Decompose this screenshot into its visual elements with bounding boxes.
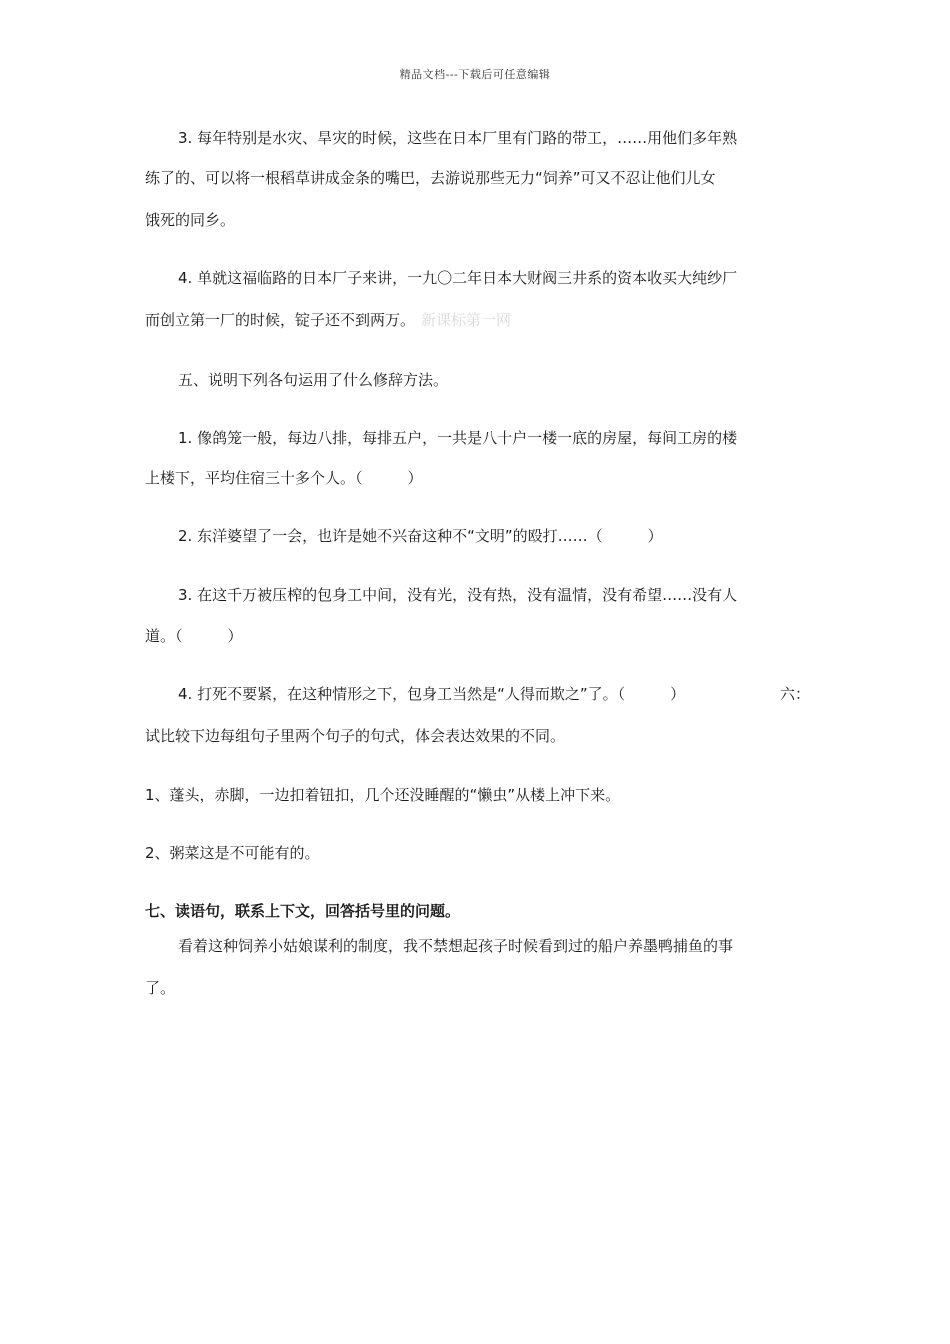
s4-item3-line2: 练了的、可以将一根稻草讲成金条的嘴巴，去游说那些无力“饲养”可又不忍让他们儿女 xyxy=(145,169,716,187)
s6-title-rest: 试比较下边每组句子里两个句子的句式，体会表达效果的不同。 xyxy=(145,727,566,745)
s4-item4-line2 xyxy=(145,310,511,330)
s5-item1-line1: 1. 像鸽笼一般，每边八排，每排五户，一共是八十户一楼一底的房屋，每间工房的楼 xyxy=(178,429,738,447)
page-header: 精品文档---下载后可任意编辑 xyxy=(399,68,551,81)
s5-item3-line2: 道。（ ） xyxy=(145,627,243,645)
s6-title-start: 六： xyxy=(780,685,811,703)
s5-title: 五、说明下列各句运用了什么修辞方法。 xyxy=(178,371,449,389)
s5-item3-line1: 3. 在这千万被压榨的包身工中间，没有光，没有热，没有温情，没有希望……没有人 xyxy=(178,586,738,604)
s4-item3-line3: 饿死的同乡。 xyxy=(145,211,236,229)
s5-item4-line1: 4. 打死不要紧，在这种情形之下，包身工当然是“人得而欺之”了。（ ） xyxy=(178,685,686,703)
s4-item4-line2-text: 而创立第一厂的时候，锭子还不到两万。 xyxy=(145,311,416,329)
watermark-text: 新课标第一网 xyxy=(421,311,512,329)
s7-title: 七、读语句，联系上下文，回答括号里的问题。 xyxy=(145,902,461,920)
s7-line2: 了。 xyxy=(145,979,176,997)
s6-item2: 2、粥菜这是不可能有的。 xyxy=(145,844,320,862)
s6-item1: 1、蓬头，赤脚，一边扣着钮扣，几个还没睡醒的“懒虫”从楼上冲下来。 xyxy=(145,786,621,804)
s5-item2-line1: 2. 东洋婆望了一会，也许是她不兴奋这种不“文明”的殴打……（ ） xyxy=(178,527,663,545)
s4-item4-line1: 4. 单就这福临路的日本厂子来讲，一九〇二年日本大财阀三井系的资本收买大纯纱厂 xyxy=(178,269,738,287)
s7-line1: 看着这种饲养小姑娘谋利的制度，我不禁想起孩子时候看到过的船户养墨鸭捕鱼的事 xyxy=(178,937,734,955)
s5-item1-line2: 上楼下，平均住宿三十多个人。（ ） xyxy=(145,469,423,487)
s4-item3-line1: 3. 每年特别是水灾、旱灾的时候，这些在日本厂里有门路的带工，……用他们多年熟 xyxy=(178,129,738,147)
